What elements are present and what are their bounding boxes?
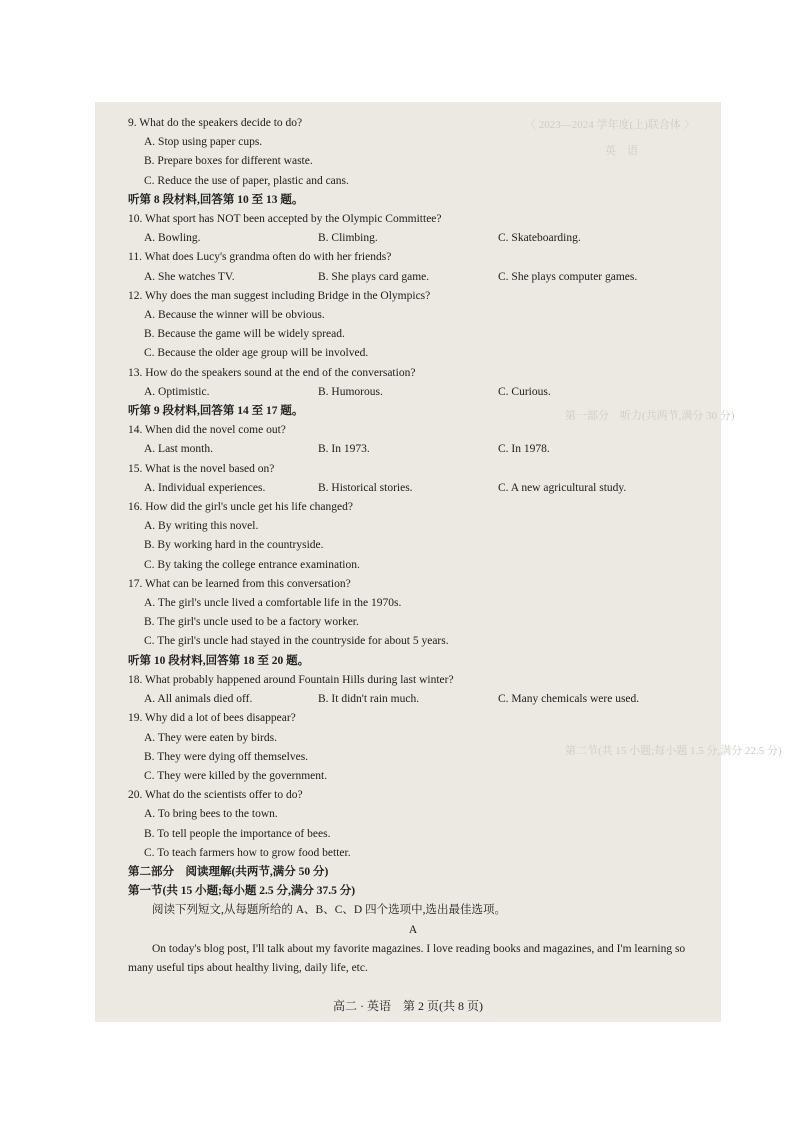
option: A. Because the winner will be obvious.	[144, 309, 325, 322]
question: 13. How do the speakers sound at the end of the conversation?	[128, 366, 416, 379]
bleed-through-text: 〈 2023—2024 学年度(上)联合体 〉	[525, 119, 695, 131]
option-row	[128, 479, 698, 498]
option-a: A. Last month.	[144, 443, 213, 456]
option: A. The girl's uncle lived a comfortable life in the 1970s.	[144, 597, 402, 610]
option-b: B. Historical stories.	[318, 481, 413, 494]
section-heading: 听第 10 段材料,回答第 18 至 20 题。	[128, 654, 310, 667]
option-row	[128, 383, 698, 402]
page-footer: 高二 · 英语 第 2 页(共 8 页)	[333, 999, 483, 1013]
option-a: A. Individual experiences.	[144, 481, 266, 494]
option-c: C. Curious.	[498, 385, 551, 398]
option: A. Stop using paper cups.	[144, 136, 263, 149]
option: A. To bring bees to the town.	[144, 808, 278, 821]
section-heading: 听第 8 段材料,回答第 10 至 13 题。	[128, 193, 304, 206]
option-c: C. A new agricultural study.	[498, 481, 627, 494]
exam-content	[128, 114, 698, 978]
option: B. They were dying off themselves.	[144, 750, 309, 763]
exam-page	[95, 102, 782, 1022]
option: B. The girl's uncle used to be a factory worker.	[144, 616, 359, 629]
question: 18. What probably happened around Fountain Hills during last winter?	[128, 673, 454, 686]
question: 15. What is the novel based on?	[128, 462, 275, 475]
question: 19. Why did a lot of bees disappear?	[128, 712, 296, 725]
paragraph: On today's blog post, I'll talk about my favorite magazines. I love reading books and magazines, and I'm learning so many useful tips about healthy living, daily life, etc.	[128, 942, 686, 974]
option-c: C. In 1978.	[498, 443, 550, 456]
option-row	[128, 690, 698, 709]
option: A. By writing this novel.	[144, 520, 259, 533]
option-b: B. In 1973.	[318, 443, 370, 456]
section-heading: 第二部分 阅读理解(共两节,满分 50 分)	[128, 865, 329, 878]
option-b: B. It didn't rain much.	[318, 693, 420, 706]
option: C. To teach farmers how to grow food better.	[144, 846, 351, 859]
passage-label: A	[408, 923, 418, 936]
option: C. The girl's uncle had stayed in the countryside for about 5 years.	[144, 635, 449, 648]
option: B. Prepare boxes for different waste.	[144, 155, 313, 168]
option-a: A. Optimistic.	[144, 385, 210, 398]
option-row	[128, 229, 698, 248]
option: C. By taking the college entrance examination.	[144, 558, 360, 571]
section-heading: 第一节(共 15 小题;每小题 2.5 分,满分 37.5 分)	[128, 885, 356, 898]
question: 17. What can be learned from this conversation?	[128, 577, 351, 590]
option-b: B. She plays card game.	[318, 270, 430, 283]
paragraph: 阅读下列短文,从每题所给的 A、B、C、D 四个选项中,选出最佳选项。	[152, 904, 506, 917]
option-row	[128, 268, 698, 287]
question: 9. What do the speakers decide to do?	[128, 117, 303, 129]
bleed-through-text: 第二节(共 15 小题;每小题 1.5 分,满分 22.5 分)	[565, 745, 782, 757]
option: B. Because the game will be widely spread.	[144, 328, 345, 341]
option-a: A. Bowling.	[144, 232, 201, 245]
option: B. To tell people the importance of bees.	[144, 827, 331, 840]
option-c: C. She plays computer games.	[498, 270, 638, 283]
question: 12. Why does the man suggest including Bridge in the Olympics?	[128, 289, 431, 302]
question: 20. What do the scientists offer to do?	[128, 789, 303, 802]
option: C. Reduce the use of paper, plastic and cans.	[144, 174, 349, 187]
question: 11. What does Lucy's grandma often do with her friends?	[128, 251, 392, 264]
option: B. By working hard in the countryside.	[144, 539, 324, 552]
section-heading: 听第 9 段材料,回答第 14 至 17 题。	[128, 405, 304, 418]
option-a: A. She watches TV.	[144, 270, 235, 283]
option-a: A. All animals died off.	[144, 693, 253, 706]
option-c: C. Many chemicals were used.	[498, 693, 640, 706]
option-c: C. Skateboarding.	[498, 232, 581, 245]
question: 10. What sport has NOT been accepted by the Olympic Committee?	[128, 213, 442, 226]
option-b: B. Humorous.	[318, 385, 383, 398]
option-row	[128, 440, 698, 459]
option: A. They were eaten by birds.	[144, 731, 277, 744]
bleed-through-text: 第一部分 听力(共两节,满分 30 分)	[565, 410, 735, 422]
option: C. They were killed by the government.	[144, 769, 328, 782]
question: 14. When did the novel come out?	[128, 424, 286, 437]
option-b: B. Climbing.	[318, 232, 378, 245]
question: 16. How did the girl's uncle get his life changed?	[128, 501, 353, 514]
bleed-through-text: 英 语	[605, 145, 638, 157]
option: C. Because the older age group will be involved.	[144, 347, 369, 360]
